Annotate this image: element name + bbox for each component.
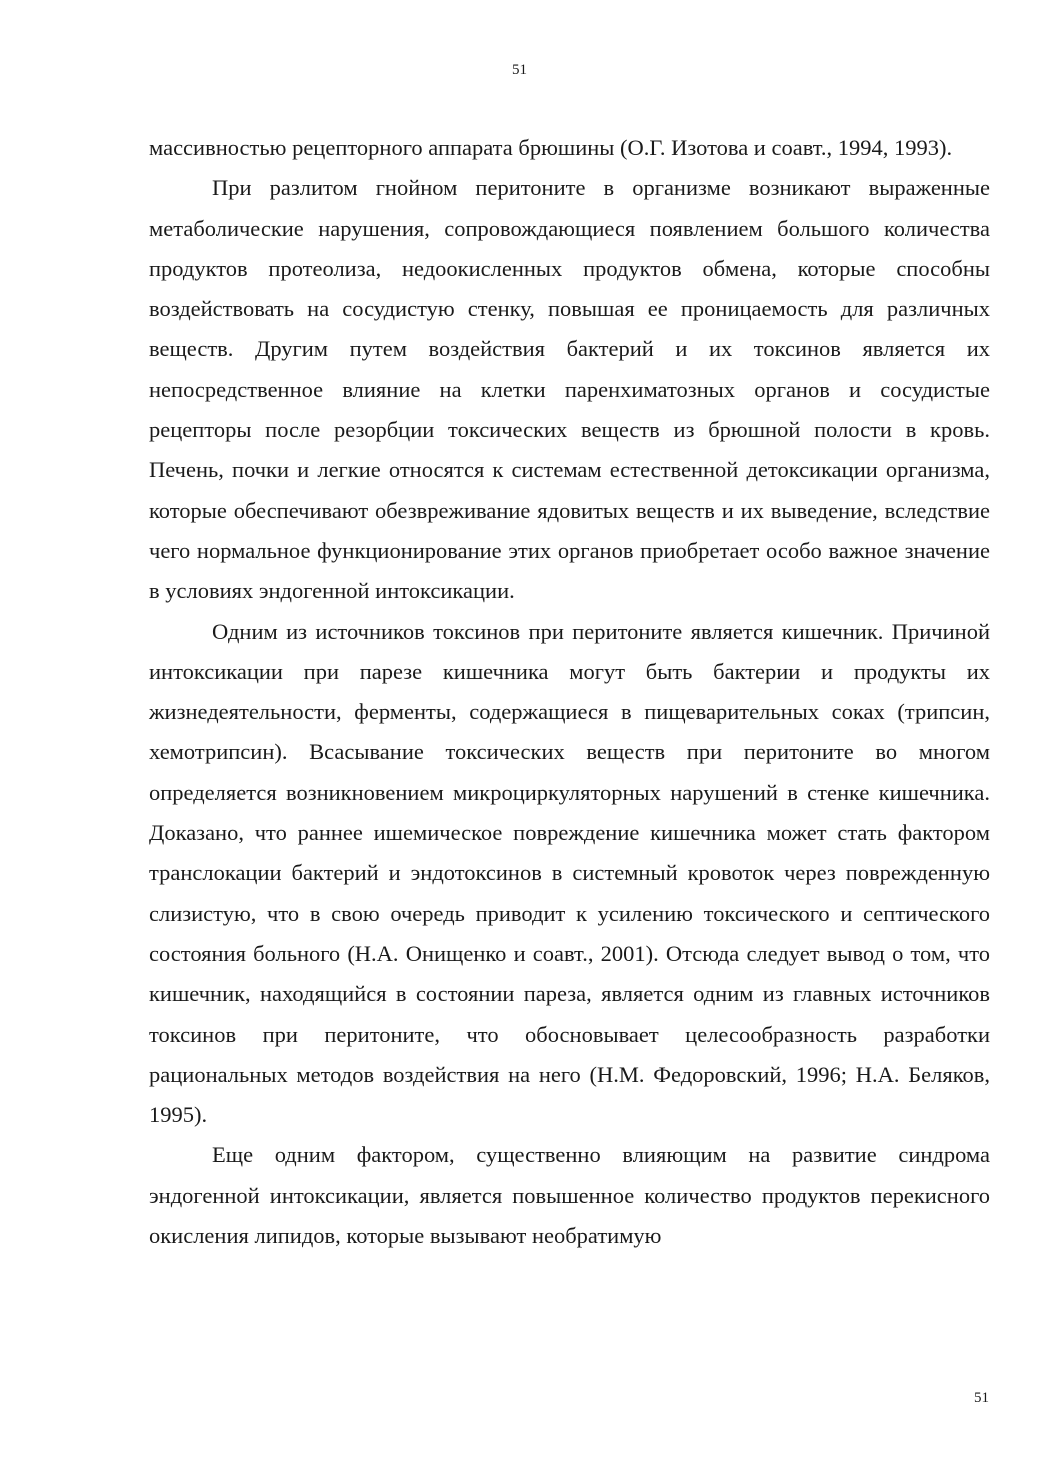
page-number-top: 51: [512, 62, 527, 78]
paragraph-continuation: массивностью рецепторного аппарата брюшины (О.Г. Изотова и соавт., 1994, 1993).: [149, 135, 953, 160]
paragraph-lipid-peroxidation: Еще одним фактором, существенно влияющим на развитие синдрома эндогенной интоксикации, является повышенное количество продуктов перекисного окисления липидов, которые вызывают необратимую: [149, 1142, 990, 1249]
paragraph-metabolic: При разлитом гнойном перитоните в организме возникают выраженные метаболические нарушения, сопровождающиеся появлением большого количества продуктов протеолиза, недоокисленных продуктов обмена, которые способны воздействовать на сосудистую стенку, повышая ее проницаемость для различных веществ. Другим путем воздействия бактерий и их токсинов является их непосредственное влияние на клетки паренхиматозных органов и сосудистые рецепторы после резорбции токсических веществ из брюшной полости в кровь. Печень, почки и легкие относятся к системам естественной детоксикации организма, которые обеспечивают обезвреживание ядовитых веществ и их выведение, вследствие чего нормальное функционирование этих органов приобретает особо важное значение в условиях эндогенной интоксикации.: [149, 175, 990, 604]
document-body: [149, 128, 990, 1256]
page-number-bottom: 51: [974, 1390, 989, 1406]
paragraph-intestine: Одним из источников токсинов при перитоните является кишечник. Причиной интоксикации при парезе кишечника могут быть бактерии и продукты их жизнедеятельности, ферменты, содержащиеся в пищеварительных соках (трипсин, хемотрипсин). Всасывание токсических веществ при перитоните во многом определяется возникновением микроциркуляторных нарушений в стенке кишечника. Доказано, что раннее ишемическое повреждение кишечника может стать фактором транслокации бактерий и эндотоксинов в системный кровоток через поврежденную слизистую, что в свою очередь приводит к усилению токсического и септического состояния больного (Н.А. Онищенко и соавт., 2001). Отсюда следует вывод о том, что кишечник, находящийся в состоянии пареза, является одним из главных источников токсинов при перитоните, что обосновывает целесообразность разработки рациональных методов воздействия на него (Н.М. Федоровский, 1996; Н.А. Беляков, 1995).: [149, 618, 990, 1128]
